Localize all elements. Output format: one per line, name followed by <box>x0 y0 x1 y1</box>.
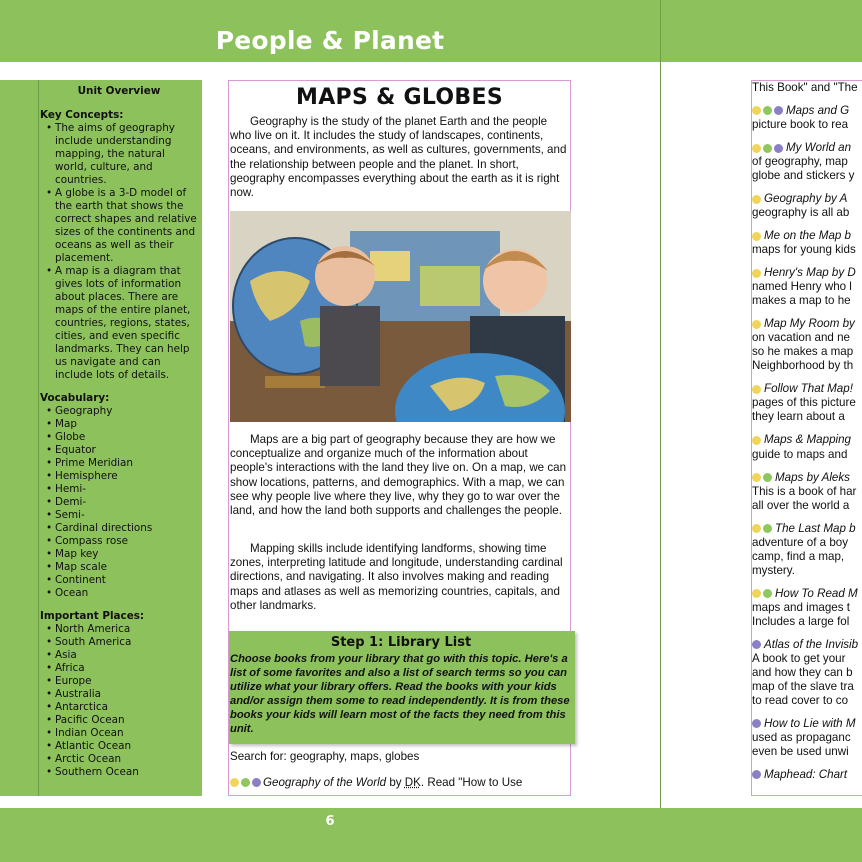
list-item <box>752 522 862 578</box>
right-page-book-list <box>751 80 862 796</box>
list-item: • Cardinal directions <box>46 522 198 535</box>
book-title: The Last Map b <box>775 521 856 535</box>
list-item <box>752 382 862 424</box>
purple-dot-icon <box>752 640 761 649</box>
list-item <box>752 266 862 308</box>
search-terms: Search for: geography, maps, globes <box>230 750 420 763</box>
book-title: Maps and G <box>786 104 850 118</box>
list-item: • Atlantic Ocean <box>46 740 198 753</box>
line-text: picture book to rea <box>752 118 849 132</box>
line-text: This is a book of har <box>752 484 857 498</box>
line-text: Includes a large fol <box>752 614 850 628</box>
vocabulary-heading: Vocabulary: <box>40 392 110 404</box>
step-instructions: Choose books from your library that go with this topic. Here's a list of some favorites and also a list of search terms so you can utilize what your library offers. Read the books with your kids and/or assign them some to read independently. It is from these books your kids will learn most of the facts they need from this unit. <box>230 653 570 735</box>
purple-dot-icon <box>752 719 761 728</box>
list-item <box>752 192 862 220</box>
book-title: Maphead: Chart <box>764 767 848 781</box>
green-dot-icon <box>241 778 250 787</box>
age-level-dots <box>752 141 785 155</box>
line-text: guide to maps and <box>752 447 848 461</box>
list-item: • Map scale <box>46 561 198 574</box>
list-item: • Australia <box>46 688 198 701</box>
age-level-dots <box>752 768 763 782</box>
list-item <box>752 104 862 132</box>
green-dot-icon <box>763 106 772 115</box>
step-title: Step 1: Library List <box>330 635 472 650</box>
page-spread-divider <box>660 0 661 862</box>
book-title: Follow That Map! <box>764 382 853 396</box>
age-level-dots <box>752 382 763 396</box>
list-item: • Africa <box>46 662 198 675</box>
line-text: they learn about a <box>752 410 845 424</box>
age-level-dots <box>752 433 763 447</box>
important-places-heading: Important Places: <box>40 610 145 622</box>
line-text: maps and images t <box>752 600 850 614</box>
list-item: • Demi- <box>46 496 198 509</box>
book-entry-geography-of-the-world <box>229 776 572 790</box>
intro-paragraph: Geography is the study of the planet Earth and the people who live on it. It includes the study of landscapes, continents, oceans, and environments, as well as cultures, governments, and the relationship between people and the planet. In short, geography encompasses everything about the earth as it is right now. <box>230 115 567 200</box>
list-item <box>752 638 862 708</box>
list-item: • Antarctica <box>46 701 198 714</box>
line-text: to read cover to co <box>752 693 849 707</box>
list-item: • Hemisphere <box>46 470 198 483</box>
step-1-library-box <box>229 631 575 744</box>
line-text: makes a map to he <box>752 294 851 308</box>
line-text: globe and stickers y <box>752 169 855 183</box>
list-item <box>752 433 862 461</box>
maps-paragraph: Maps are a big part of geography because they are how we conceptualize and organize much of the information about people's interactions with the land they live on. On a map, we can show locations, patterns, and demographics. With a map, we can see why people live where they live, why they go to war over the land, and how the land both supports and challenges the people. <box>230 433 567 518</box>
book-title: Henry's Map by D <box>764 266 856 280</box>
age-level-dots <box>752 638 763 652</box>
green-dot-icon <box>763 589 772 598</box>
yellow-dot-icon <box>752 269 761 278</box>
line-text: named Henry who l <box>752 280 852 294</box>
list-item: • Continent <box>46 574 198 587</box>
yellow-dot-icon <box>752 436 761 445</box>
yellow-dot-icon <box>752 144 761 153</box>
book-description: . Read "How to Use <box>420 776 523 790</box>
main-article <box>228 80 571 796</box>
vocabulary-section <box>40 392 198 600</box>
list-item <box>752 471 862 513</box>
list-item <box>752 317 862 373</box>
vocabulary-list <box>40 405 198 600</box>
list-item: • Prime Meridian <box>46 457 198 470</box>
line-text: geography is all ab <box>752 206 850 220</box>
yellow-dot-icon <box>752 589 761 598</box>
age-level-dots <box>752 317 763 331</box>
page-header-title: People & Planet <box>215 26 445 55</box>
yellow-dot-icon <box>752 320 761 329</box>
list-item: • Europe <box>46 675 198 688</box>
line-text: This Book" and "The <box>752 81 858 94</box>
yellow-dot-icon <box>752 232 761 241</box>
page-number: 6 <box>325 814 335 829</box>
list-item: • Equator <box>46 444 198 457</box>
list-item: • Semi- <box>46 509 198 522</box>
article-title: MAPS & GLOBES <box>296 85 503 110</box>
age-level-dots <box>752 587 774 601</box>
age-level-dots <box>752 717 763 731</box>
age-level-dots <box>752 229 763 243</box>
book-title: Map My Room by <box>764 317 855 331</box>
line-text: adventure of a boy <box>752 535 849 549</box>
list-item: • Southern Ocean <box>46 766 198 779</box>
book-title: How to Lie with M <box>764 716 856 730</box>
left-margin-band <box>0 80 38 796</box>
line-text: mystery. <box>752 563 795 577</box>
book-by: by <box>386 776 405 790</box>
yellow-dot-icon <box>752 195 761 204</box>
list-item <box>752 587 862 629</box>
key-concepts-list <box>40 122 198 382</box>
key-concepts-section <box>40 109 198 382</box>
list-item <box>752 768 862 782</box>
line-text: used as propaganc <box>752 730 851 744</box>
line-text: even be used unwi <box>752 744 849 758</box>
list-item: • South America <box>46 636 198 649</box>
book-author: DK <box>404 776 421 790</box>
list-item <box>752 717 862 759</box>
green-dot-icon <box>763 144 772 153</box>
list-item: • Indian Ocean <box>46 727 198 740</box>
age-level-dots <box>752 522 774 536</box>
unit-overview-sidebar <box>38 80 202 796</box>
key-concepts-heading: Key Concepts: <box>40 109 124 121</box>
book-title: My World an <box>786 141 852 155</box>
list-item: • Hemi- <box>46 483 198 496</box>
list-item: • Geography <box>46 405 198 418</box>
line-text: maps for young kids <box>752 243 856 257</box>
book-title: Maps & Mapping <box>764 433 851 447</box>
purple-dot-icon <box>774 106 783 115</box>
line-text: so he makes a map <box>752 345 854 359</box>
list-item: • Globe <box>46 431 198 444</box>
book-title: Geography by A <box>764 192 848 206</box>
purple-dot-icon <box>774 144 783 153</box>
yellow-dot-icon <box>752 473 761 482</box>
list-item: • Pacific Ocean <box>46 714 198 727</box>
list-item <box>752 141 862 183</box>
mapping-skills-paragraph: Mapping skills include identifying landforms, showing time zones, interpreting latitude and longitude, understanding cardinal directions, and navigating. It also involves making and reading maps and atlases as well as memorizing countries, capitals, and other landmarks. <box>230 542 563 612</box>
yellow-dot-icon <box>752 385 761 394</box>
kids-with-globes-photo <box>230 211 571 422</box>
purple-dot-icon <box>752 770 761 779</box>
age-level-dots <box>752 192 763 206</box>
book-title: Me on the Map b <box>764 229 852 243</box>
line-text: all over the world a <box>752 498 850 512</box>
sidebar-title: Unit Overview <box>77 85 161 97</box>
yellow-dot-icon <box>230 778 239 787</box>
line-text: on vacation and ne <box>752 331 850 345</box>
list-item: • Compass rose <box>46 535 198 548</box>
line-text: pages of this picture <box>752 396 856 410</box>
list-item: • A map is a diagram that gives lots of information about places. There are maps of the entire planet, countries, regions, states, cities, and even specific landmarks. They can help us navigate and can include lots of details. <box>46 265 198 382</box>
line-text: and how they can b <box>752 665 853 679</box>
list-item: • Map <box>46 418 198 431</box>
list-item: • Ocean <box>46 587 198 600</box>
line-text: camp, find a map, <box>752 549 845 563</box>
purple-dot-icon <box>252 778 261 787</box>
yellow-dot-icon <box>752 106 761 115</box>
photo-illustration <box>230 211 571 422</box>
age-level-dots <box>752 104 785 118</box>
list-item: • North America <box>46 623 198 636</box>
line-text: Neighborhood by th <box>752 359 854 373</box>
line-text: of geography, map <box>752 155 848 169</box>
list-item: • Map key <box>46 548 198 561</box>
list-item: • Asia <box>46 649 198 662</box>
list-item: • Arctic Ocean <box>46 753 198 766</box>
list-item <box>752 81 862 95</box>
book-title: Maps by Aleks <box>775 470 850 484</box>
list-item: • A globe is a 3-D model of the earth that shows the correct shapes and relative sizes of the continents and oceans as well as their placement. <box>46 187 198 265</box>
yellow-dot-icon <box>752 524 761 533</box>
important-places-list <box>40 623 198 779</box>
list-item <box>752 229 862 257</box>
list-item: • The aims of geography include understanding mapping, the natural world, culture, and countries. <box>46 122 198 187</box>
important-places-section <box>40 610 198 779</box>
line-text: map of the slave tra <box>752 679 854 693</box>
book-title: Atlas of the Invisib <box>764 637 859 651</box>
book-title: How To Read M <box>775 586 858 600</box>
age-level-dots <box>752 471 774 485</box>
green-dot-icon <box>763 473 772 482</box>
line-text: A book to get your <box>752 651 846 665</box>
book-title: Geography of the World <box>263 776 387 790</box>
green-dot-icon <box>763 524 772 533</box>
age-level-dots <box>752 266 763 280</box>
age-level-dots <box>230 776 263 790</box>
